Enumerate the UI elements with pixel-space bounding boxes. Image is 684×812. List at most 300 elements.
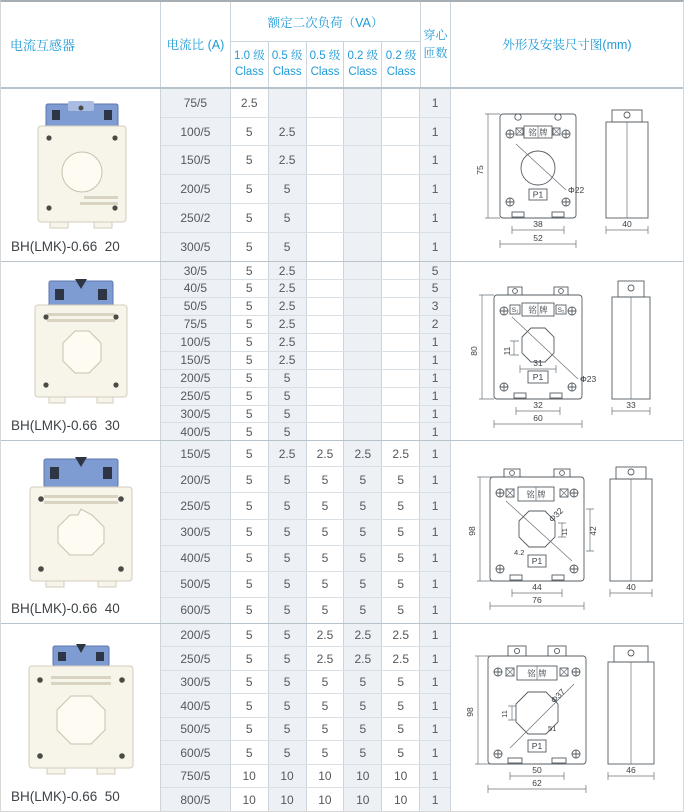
load-value-cell: 5 (344, 546, 382, 571)
load-value-cell (307, 280, 345, 297)
load-value-cell: 5 (269, 741, 307, 764)
load-value-cell (382, 316, 420, 333)
table-row (161, 624, 450, 647)
section-model-20 (1, 88, 683, 261)
table-row (161, 441, 450, 466)
terminal-label: P1 (531, 556, 543, 567)
ratio-cell: 200/5 (161, 624, 231, 647)
transformer-photo-40 (1, 441, 160, 600)
ratio-cell: 200/5 (161, 370, 231, 387)
load-value-cell (382, 233, 420, 261)
load-value-cell: 5 (231, 647, 269, 670)
load-value-cell: 5 (307, 718, 345, 741)
section-model-50 (1, 623, 683, 811)
load-value-cell: 5 (344, 572, 382, 597)
load-value-cell (382, 118, 420, 146)
transformer-20-image (22, 96, 140, 232)
class-grade: 0.5 级 (271, 49, 303, 62)
load-value-cell: 5 (269, 406, 307, 423)
hole-diameter-label: Φ37 (548, 686, 568, 706)
ratio-cell: 30/5 (161, 262, 231, 279)
load-value-cell: 5 (269, 423, 307, 440)
load-value-cell: 5 (231, 118, 269, 146)
ratio-cell: 600/5 (161, 741, 231, 764)
dim-offset: 4.2 (514, 548, 525, 558)
load-value-cell: 5 (382, 718, 420, 741)
table-row (161, 315, 450, 333)
load-value-cell: 5 (344, 493, 382, 518)
load-value-cell: 5 (307, 598, 345, 623)
load-value-cell: 5 (382, 546, 420, 571)
load-value-cell: 5 (231, 280, 269, 297)
load-value-cell: 5 (269, 572, 307, 597)
table-row (161, 466, 450, 492)
ratio-cell: 200/5 (161, 467, 231, 492)
dimension-diagram-40 (451, 441, 683, 622)
section-model-30 (1, 261, 683, 440)
load-value-cell: 5 (344, 467, 382, 492)
load-value-cell: 5 (382, 694, 420, 717)
dim-height: 98 (465, 707, 475, 718)
header-va-group (231, 2, 421, 87)
load-value-cell: 5 (269, 467, 307, 492)
turns-cell: 1 (420, 441, 450, 466)
load-value-cell: 5 (307, 671, 345, 694)
dim-inner-width: 38 (533, 218, 543, 229)
turns-cell: 1 (420, 694, 450, 717)
dimension-diagram-20 (451, 89, 683, 261)
load-value-cell: 10 (382, 765, 420, 788)
load-value-cell: 5 (231, 175, 269, 203)
class-word: Class (272, 66, 302, 79)
load-value-cell: 5 (269, 546, 307, 571)
load-value-cell: 5 (231, 546, 269, 571)
load-value-cell (344, 352, 382, 369)
load-value-cell (382, 423, 420, 440)
load-value-cell: 2.5 (269, 118, 307, 146)
load-value-cell (344, 298, 382, 315)
ratio-cell: 300/5 (161, 671, 231, 694)
load-value-cell: 5 (231, 233, 269, 261)
load-value-cell: 5 (231, 671, 269, 694)
load-value-cell (344, 146, 382, 174)
header-turns (421, 2, 451, 87)
load-value-cell (344, 370, 382, 387)
table-row (161, 492, 450, 518)
dim-side-width: 40 (626, 582, 636, 593)
dim-outer-width: 60 (533, 413, 543, 424)
section-model-40 (1, 440, 683, 622)
load-value-cell: 2.5 (382, 441, 420, 466)
transformer-photo-30 (1, 262, 160, 418)
table-row (161, 351, 450, 369)
ratio-cell: 150/5 (161, 146, 231, 174)
load-value-cell (382, 334, 420, 351)
ratio-cell: 600/5 (161, 598, 231, 623)
load-value-cell: 5 (231, 493, 269, 518)
load-value-cell: 10 (382, 788, 420, 811)
load-value-cell (382, 388, 420, 405)
ratio-cell: 200/5 (161, 175, 231, 203)
load-value-cell (382, 406, 420, 423)
dimension-drawing-30 (454, 265, 680, 437)
table-row (161, 279, 450, 297)
load-value-cell: 2.5 (269, 352, 307, 369)
load-value-cell: 5 (307, 572, 345, 597)
dimension-drawing-40 (454, 443, 680, 621)
table-row (161, 369, 450, 387)
transformer-photo-50 (1, 624, 160, 789)
ratio-cell: 100/5 (161, 334, 231, 351)
load-value-cell (307, 118, 345, 146)
load-value-cell: 5 (269, 694, 307, 717)
table-row (161, 174, 450, 203)
load-value-cell: 2.5 (269, 334, 307, 351)
load-value-cell: 2.5 (344, 624, 382, 647)
load-value-cell: 5 (382, 467, 420, 492)
load-value-cell (307, 175, 345, 203)
dim-side-width: 33 (626, 400, 636, 411)
load-value-cell: 2.5 (344, 441, 382, 466)
load-value-cell (344, 423, 382, 440)
load-value-cell: 5 (269, 671, 307, 694)
class-grade: 0.2 级 (347, 49, 379, 62)
load-value-cell: 2.5 (269, 316, 307, 333)
nameplate-label: 铭 牌 (528, 305, 548, 316)
turns-cell: 1 (420, 647, 450, 670)
product-cell (1, 441, 161, 622)
table-row (161, 145, 450, 174)
dim-hole-height: 11 (560, 528, 569, 536)
ratio-cell: 50/5 (161, 298, 231, 315)
turns-cell: 1 (420, 406, 450, 423)
transformer-30-image (21, 273, 141, 407)
load-value-cell: 10 (307, 788, 345, 811)
load-value-cell (344, 175, 382, 203)
load-value-cell: 5 (307, 741, 345, 764)
load-value-cell: 5 (382, 671, 420, 694)
ratio-cell: 750/5 (161, 765, 231, 788)
turns-cell: 1 (420, 718, 450, 741)
turns-cell: 1 (420, 741, 450, 764)
turns-cell: 1 (420, 334, 450, 351)
load-value-cell: 5 (307, 520, 345, 545)
turns-line1: 穿心 (423, 28, 448, 43)
turns-cell: 5 (420, 280, 450, 297)
load-value-cell: 10 (344, 765, 382, 788)
model-label: BH(LMK)-0.66 20 (11, 239, 120, 255)
load-value-cell (344, 280, 382, 297)
header-class-row (231, 42, 420, 87)
ratio-cell: 250/5 (161, 388, 231, 405)
table-row (161, 203, 450, 232)
load-value-cell: 5 (382, 520, 420, 545)
ratio-cell: 150/5 (161, 441, 231, 466)
nameplate-label: 铭 牌 (526, 489, 546, 500)
load-value-cell: 5 (231, 718, 269, 741)
ratio-cell: 100/5 (161, 118, 231, 146)
load-value-cell: 5 (231, 406, 269, 423)
load-value-cell: 5 (231, 598, 269, 623)
load-value-cell (307, 388, 345, 405)
load-value-cell (344, 204, 382, 232)
turns-cell: 1 (420, 598, 450, 623)
load-value-cell (307, 204, 345, 232)
data-rows (161, 262, 451, 440)
data-rows (161, 441, 451, 622)
dim-hole-height: 11 (502, 346, 512, 356)
header-class-4 (344, 42, 382, 87)
load-value-cell: 2.5 (382, 647, 420, 670)
ratio-cell: 500/5 (161, 572, 231, 597)
dimension-drawing-50 (454, 626, 680, 808)
load-value-cell (344, 334, 382, 351)
hole-diameter-label: Φ23 (580, 374, 597, 385)
load-value-cell (307, 370, 345, 387)
turns-cell: 1 (420, 671, 450, 694)
class-grade: 0.5 级 (309, 49, 341, 62)
load-value-cell: 5 (269, 233, 307, 261)
load-value-cell: 5 (344, 741, 382, 764)
load-value-cell: 5 (307, 694, 345, 717)
load-value-cell: 10 (269, 765, 307, 788)
terminal-label: P1 (532, 189, 544, 200)
turns-cell: 1 (420, 89, 450, 117)
load-value-cell: 2.5 (269, 280, 307, 297)
class-word: Class (386, 66, 416, 79)
header-dimensions: 外形及安装尺寸图(mm) (502, 38, 632, 53)
turns-cell: 1 (420, 388, 450, 405)
load-value-cell (307, 262, 345, 279)
load-value-cell (269, 89, 307, 117)
dim-height: 80 (469, 346, 479, 356)
nameplate-label: 铭 牌 (528, 127, 548, 138)
load-value-cell (382, 89, 420, 117)
load-value-cell (344, 233, 382, 261)
load-value-cell: 5 (231, 423, 269, 440)
terminal-label: P1 (531, 741, 543, 752)
dim-hole-height: 11 (500, 710, 509, 719)
load-value-cell (307, 334, 345, 351)
load-value-cell: 5 (231, 572, 269, 597)
dim-side-width: 46 (626, 765, 636, 776)
header-class-3 (307, 42, 345, 87)
load-value-cell: 5 (231, 298, 269, 315)
table-row (161, 787, 450, 811)
header-class-2 (269, 42, 307, 87)
load-value-cell (307, 352, 345, 369)
nameplate-label: 铭 牌 (527, 668, 547, 679)
class-grade: 1.0 级 (234, 49, 265, 62)
load-value-cell: 2.5 (269, 262, 307, 279)
turns-line2: 匝数 (423, 46, 448, 61)
turns-cell: 1 (420, 423, 450, 440)
model-label: BH(LMK)-0.66 30 (11, 418, 120, 434)
load-value-cell: 5 (231, 334, 269, 351)
load-value-cell (344, 388, 382, 405)
table-row (161, 717, 450, 741)
load-value-cell: 10 (231, 788, 269, 811)
load-value-cell: 2.5 (231, 89, 269, 117)
load-value-cell: 10 (344, 788, 382, 811)
load-value-cell: 5 (269, 718, 307, 741)
load-value-cell: 5 (231, 467, 269, 492)
table-row (161, 333, 450, 351)
turns-cell: 1 (420, 370, 450, 387)
load-value-cell: 5 (231, 352, 269, 369)
load-value-cell: 5 (269, 647, 307, 670)
hole-diameter-label: Φ32 (546, 505, 566, 525)
load-value-cell: 5 (344, 671, 382, 694)
load-value-cell: 5 (231, 624, 269, 647)
s1-terminal-label: S₁ (511, 307, 519, 315)
header-va-title: 额定二次负荷（VA） (231, 2, 420, 42)
table-row (161, 764, 450, 788)
ratio-cell: 75/5 (161, 89, 231, 117)
turns-cell: 1 (420, 146, 450, 174)
load-value-cell: 10 (307, 765, 345, 788)
ratio-cell: 300/5 (161, 520, 231, 545)
header-class-5 (382, 42, 420, 87)
load-value-cell (344, 118, 382, 146)
load-value-cell: 5 (269, 388, 307, 405)
load-value-cell (344, 89, 382, 117)
load-value-cell (382, 280, 420, 297)
dim-height: 98 (467, 526, 477, 536)
s2-terminal-label: S₂ (557, 307, 565, 315)
turns-cell: 1 (420, 572, 450, 597)
load-value-cell (307, 423, 345, 440)
dim-outer-width: 62 (532, 778, 542, 789)
load-value-cell: 5 (307, 467, 345, 492)
ratio-cell: 150/5 (161, 352, 231, 369)
dim-inner-width: 44 (532, 582, 542, 593)
load-value-cell: 5 (231, 441, 269, 466)
load-value-cell (382, 146, 420, 174)
turns-cell: 1 (420, 233, 450, 261)
table-row (161, 262, 450, 279)
table-row (161, 297, 450, 315)
table-row (161, 571, 450, 597)
ratio-cell: 250/2 (161, 204, 231, 232)
load-value-cell: 5 (269, 175, 307, 203)
header-class-1 (231, 42, 269, 87)
turns-cell: 2 (420, 316, 450, 333)
class-word: Class (235, 66, 264, 79)
load-value-cell: 5 (307, 493, 345, 518)
load-value-cell: 5 (269, 520, 307, 545)
load-value-cell (307, 406, 345, 423)
load-value-cell: 5 (344, 520, 382, 545)
table-row (161, 646, 450, 670)
ratio-cell: 250/5 (161, 647, 231, 670)
load-value-cell: 2.5 (307, 624, 345, 647)
ratio-cell: 300/5 (161, 233, 231, 261)
ratio-cell: 400/5 (161, 546, 231, 571)
data-rows (161, 624, 451, 811)
table-row (161, 519, 450, 545)
load-value-cell: 5 (231, 694, 269, 717)
load-value-cell: 10 (231, 765, 269, 788)
data-rows (161, 89, 451, 261)
ratio-cell: 400/5 (161, 423, 231, 440)
load-value-cell: 5 (269, 204, 307, 232)
load-value-cell: 5 (382, 572, 420, 597)
load-value-cell (382, 370, 420, 387)
dim-height: 75 (475, 165, 485, 175)
turns-cell: 1 (420, 118, 450, 146)
turns-cell: 1 (420, 175, 450, 203)
terminal-label: P1 (532, 372, 544, 383)
turns-cell: 1 (420, 467, 450, 492)
table-row (161, 693, 450, 717)
header-transformer: 电流互感器 (1, 2, 161, 87)
header-current-ratio: 电流比 (A) (161, 2, 231, 87)
dimension-diagram-30 (451, 262, 683, 440)
table-row (161, 670, 450, 694)
load-value-cell: 5 (269, 624, 307, 647)
load-value-cell: 5 (231, 388, 269, 405)
ratio-cell: 800/5 (161, 788, 231, 811)
load-value-cell: 5 (307, 546, 345, 571)
load-value-cell: 2.5 (344, 647, 382, 670)
dim-outer-width: 76 (532, 595, 542, 606)
dim-side-width: 40 (622, 218, 632, 229)
load-value-cell (344, 406, 382, 423)
turns-cell: 1 (420, 546, 450, 571)
model-label: BH(LMK)-0.66 40 (11, 600, 120, 616)
load-value-cell: 5 (269, 493, 307, 518)
dim-hole-width: 31 (533, 358, 543, 369)
load-value-cell: 2.5 (307, 647, 345, 670)
load-value-cell (382, 352, 420, 369)
load-value-cell: 5 (231, 370, 269, 387)
load-value-cell: 5 (344, 718, 382, 741)
load-value-cell (382, 204, 420, 232)
turns-cell: 1 (420, 352, 450, 369)
load-value-cell: 5 (269, 598, 307, 623)
turns-cell: 1 (420, 204, 450, 232)
load-value-cell: 5 (231, 316, 269, 333)
dim-hole-width: 51 (548, 724, 557, 734)
table-row (161, 232, 450, 261)
turns-cell: 1 (420, 624, 450, 647)
product-cell (1, 624, 161, 811)
table-row (161, 597, 450, 623)
load-value-cell: 2.5 (269, 146, 307, 174)
ratio-cell: 75/5 (161, 316, 231, 333)
product-cell (1, 262, 161, 440)
dimension-diagram-50 (451, 624, 683, 811)
load-value-cell: 2.5 (269, 298, 307, 315)
load-value-cell: 5 (231, 262, 269, 279)
turns-cell: 3 (420, 298, 450, 315)
load-value-cell (307, 89, 345, 117)
load-value-cell: 5 (382, 741, 420, 764)
load-value-cell: 5 (231, 741, 269, 764)
dim-inner-width: 50 (532, 765, 542, 776)
table-row (161, 117, 450, 146)
load-value-cell: 5 (344, 694, 382, 717)
model-label: BH(LMK)-0.66 50 (11, 789, 120, 804)
transformer-40-image (20, 451, 142, 591)
ratio-cell: 40/5 (161, 280, 231, 297)
dimension-drawing-20 (454, 92, 680, 258)
product-cell (1, 89, 161, 261)
load-value-cell (382, 175, 420, 203)
table-row (161, 89, 450, 117)
load-value-cell: 5 (269, 370, 307, 387)
